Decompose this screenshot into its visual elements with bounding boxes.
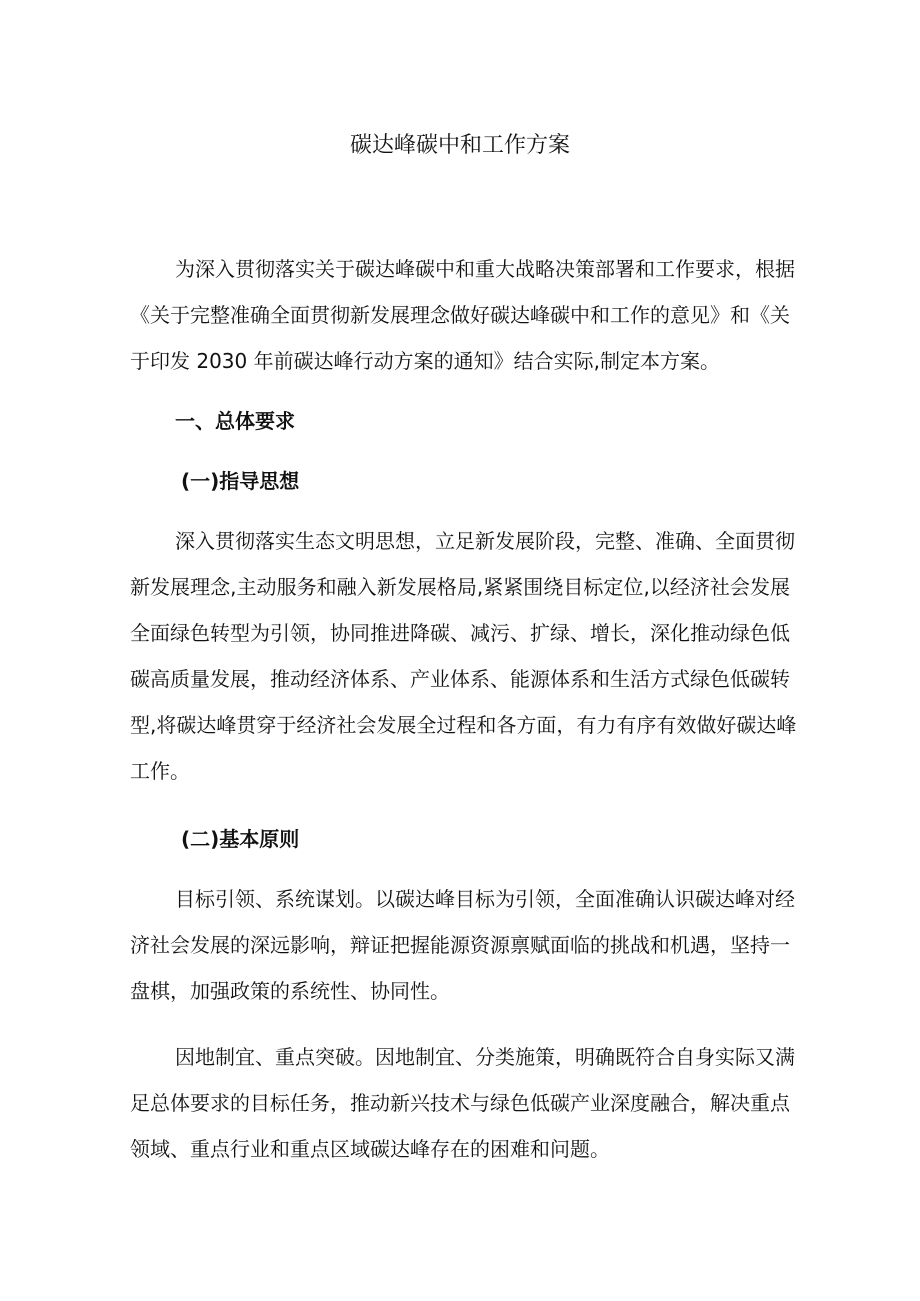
paragraph-line: 碳高质量发展，推动经济体系、产业体系、能源体系和生活方式绿色低碳转	[130, 667, 790, 691]
principle-paragraph-goal-oriented	[130, 876, 795, 1014]
intro-line: 于印发 2030 年前碳达峰行动方案的通知》结合实际,制定本方案。	[130, 349, 720, 373]
section-heading-general-requirements: 一、总体要求	[175, 409, 295, 433]
subsection-heading-basic-principles: (二)基本原则	[181, 827, 300, 851]
paragraph-line: 全面绿色转型为引领，协同推进降碳、减污、扩绿、增长，深化推动绿色低	[130, 621, 790, 645]
paragraph-line: 目标引领、系统谋划。以碳达峰目标为引领，全面准确认识碳达峰对经	[175, 887, 795, 911]
paragraph-line: 济社会发展的深远影响，辩证把握能源资源禀赋面临的挑战和机遇，坚持一	[130, 933, 790, 957]
intro-line: 为深入贯彻落实关于碳达峰碳中和重大战略决策部署和工作要求，根据	[175, 257, 795, 281]
subsection-heading-guiding-ideology: (一)指导思想	[181, 469, 300, 493]
guiding-ideology-paragraph	[130, 518, 797, 794]
paragraph-line: 工作。	[130, 759, 190, 783]
principle-paragraph-local-conditions	[130, 1034, 795, 1172]
intro-paragraph	[130, 246, 795, 384]
paragraph-line: 新发展理念,主动服务和融入新发展格局,紧紧围绕目标定位,以经济社会发展	[130, 575, 790, 599]
intro-line: 《关于完整准确全面贯彻新发展理念做好碳达峰碳中和工作的意见》和《关	[130, 303, 790, 327]
paragraph-line: 领域、重点行业和重点区域碳达峰存在的困难和问题。	[130, 1137, 610, 1161]
paragraph-line: 因地制宜、重点突破。因地制宜、分类施策，明确既符合自身实际又满	[175, 1045, 795, 1069]
document-title: 碳达峰碳中和工作方案	[349, 133, 570, 158]
paragraph-line: 盘棋，加强政策的系统性、协同性。	[130, 979, 450, 1003]
paragraph-line: 型,将碳达峰贯穿于经济社会发展全过程和各方面，有力有序有效做好碳达峰	[130, 713, 797, 737]
paragraph-line: 足总体要求的目标任务，推动新兴技术与绿色低碳产业深度融合，解决重点	[130, 1091, 790, 1115]
paragraph-line: 深入贯彻落实生态文明思想，立足新发展阶段，完整、准确、全面贯彻	[175, 529, 795, 553]
